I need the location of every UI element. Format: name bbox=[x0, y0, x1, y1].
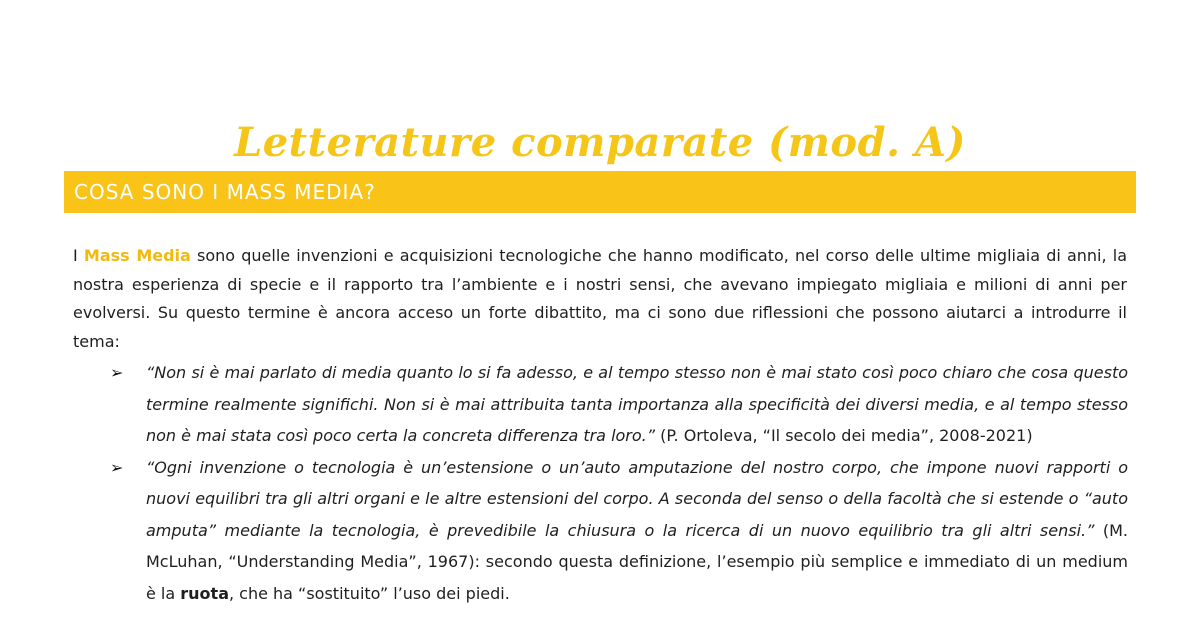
section-heading: COSA SONO I MASS MEDIA? bbox=[74, 180, 376, 204]
bold-word-ruota: ruota bbox=[180, 583, 229, 603]
quote-list bbox=[110, 357, 1128, 609]
quote-citation: (P. Ortoleva, “Il secolo dei media”, 2008-2021) bbox=[655, 426, 1033, 445]
intro-lead: I bbox=[73, 246, 84, 265]
arrow-bullet-icon: ➢ bbox=[110, 457, 124, 477]
section-header-bar bbox=[64, 171, 1136, 213]
mass-media-highlight: Mass Media bbox=[83, 246, 191, 265]
quote-text: “Ogni invenzione o tecnologia è un’estensione o un’auto amputazione del nostro corpo, che impone nuovi rapporti o nuovi equilibri tra gli altri organi e le altre estensioni del corpo. A seconda del senso o della facoltà che si estende o “auto amputa” mediante la tecnologia, è prevedibile la chiusura o la ricerca di un nuovo equilibrio tra gli altri sensi.” bbox=[146, 457, 1128, 540]
quote-text: “Non si è mai parlato di media quanto lo si fa adesso, e al tempo stesso non è mai stato così poco chiaro che cosa questo termine realmente significhi. Non si è mai attribuita tanta importanza alla specificità dei diversi media, e al tempo stesso non è mai stata così poco certa la concreta differenza tra loro.” bbox=[146, 363, 1128, 445]
quote-item-ortoleva bbox=[110, 357, 1128, 452]
page-title: Letterature comparate (mod. A) bbox=[234, 118, 966, 166]
arrow-bullet-icon: ➢ bbox=[110, 363, 124, 382]
intro-body: sono quelle invenzioni e acquisizioni tecnologiche che hanno modificato, nel corso delle ultime migliaia di anni, la nostra esperienza di specie e il rapporto tra l’ambiente e i nostri sensi, che avevano impiegato migliaia e milioni di anni per evolversi. Su questo termine è ancora acceso un forte dibattito, ma ci sono due riflessioni che possono aiutarci a introdurre il tema: bbox=[73, 246, 1128, 351]
quote-item-mcluhan bbox=[110, 452, 1128, 610]
intro-paragraph bbox=[73, 242, 1127, 356]
quote-citation: (M. McLuhan, “Understanding Media”, 1967): secondo questa definizione, l’esempio più semplice e immediato di un medium è la bbox=[146, 520, 1129, 603]
quote-tail: , che ha “sostituito” l’uso dei piedi. bbox=[228, 583, 510, 603]
